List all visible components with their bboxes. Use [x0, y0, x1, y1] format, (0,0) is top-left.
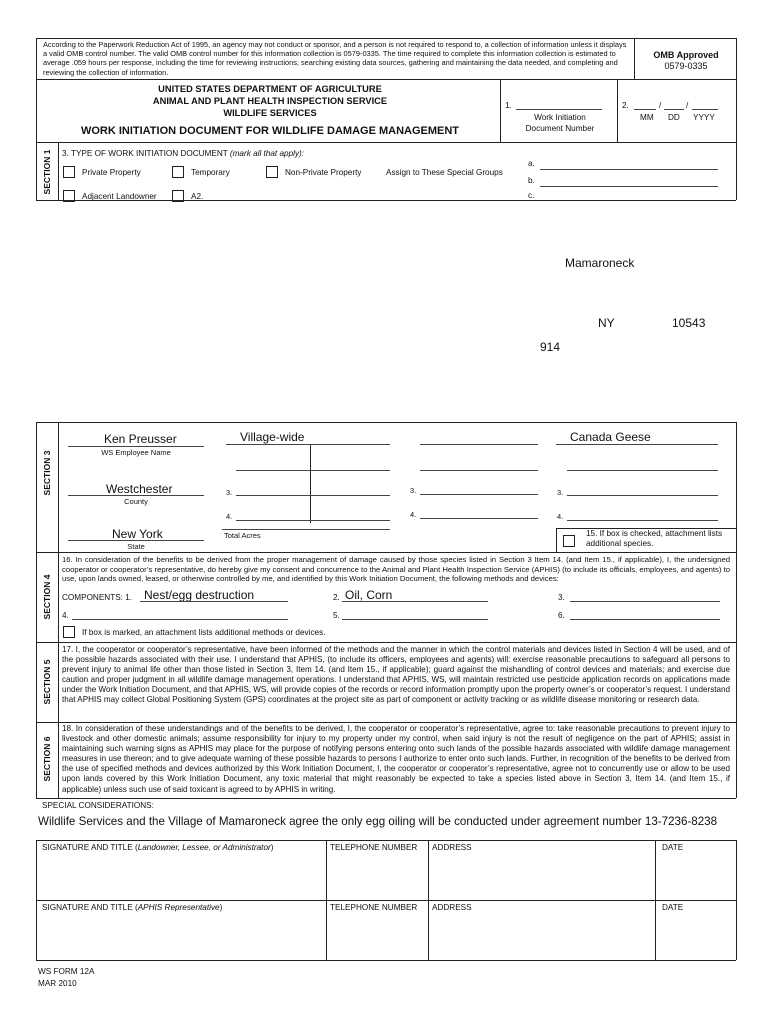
sig2-suffix: ): [219, 903, 223, 912]
form-title: WORK INITIATION DOCUMENT FOR WILDLIFE DAMAGE MANAGEMENT: [80, 125, 460, 137]
aphis-phone-label: TELEPHONE NUMBER: [330, 903, 418, 912]
form-number: WS FORM 12A: [38, 967, 95, 976]
section-1-label: SECTION 1: [42, 149, 52, 195]
adjacent-landowner-label: Adjacent Landowner: [82, 192, 157, 201]
state-value: NY: [598, 316, 615, 330]
row3-number-a: 3.: [226, 488, 233, 497]
special-considerations-value: Wildlife Services and the Village of Mamaroneck agree the only egg oiling will be conducted under agreement number 13-7236-8238: [38, 815, 718, 828]
county-label: County: [124, 497, 148, 506]
landowner-signature-field[interactable]: [42, 843, 322, 895]
landowner-address-label: ADDRESS: [432, 843, 472, 852]
components-label: COMPONENTS: 1.: [62, 593, 133, 602]
landowner-date-field[interactable]: [662, 843, 732, 895]
group-a-input[interactable]: [540, 169, 718, 170]
paperwork-notice: According to the Paperwork Reduction Act of 1995, an agency may not conduct or sponsor, and a person is not required to respond to, a collection of information unless it displays a valid OMB control number. The valid OMB control number for this information collection is 0579-0335. The time required to complete this information collection is estimated to average .059 hours per response, including the time for reviewing instructions, searching existing data sources, gathering and maintaining the data needed, and completing and reviewing the collection of information.: [43, 40, 627, 77]
special-groups-label: Assign to These Special Groups: [386, 168, 503, 177]
date-sep-1: /: [659, 101, 662, 110]
component-6-number: 6.: [558, 611, 565, 620]
property-input[interactable]: [226, 444, 390, 445]
species-input[interactable]: [556, 444, 718, 445]
area-code-value: 914: [540, 340, 561, 354]
service-name: ANIMAL AND PLANT HEALTH INSPECTION SERVICE: [152, 96, 388, 106]
row3-number-b: 3.: [410, 486, 417, 495]
component-5-number: 5.: [333, 611, 340, 620]
date-dd-input[interactable]: [664, 109, 684, 110]
date-dd-label: DD: [668, 113, 680, 122]
component-3-input[interactable]: [570, 601, 720, 602]
sig1-role: Landowner, Lessee, or Administrator: [137, 843, 271, 852]
aphis-date-label: DATE: [662, 903, 684, 912]
nonprivate-property-checkbox[interactable]: [266, 166, 278, 178]
sig2-prefix: SIGNATURE AND TITLE (: [42, 903, 138, 912]
q3-label: [62, 149, 304, 159]
zip-value: 10543: [672, 316, 706, 330]
component-6-input[interactable]: [570, 619, 720, 620]
state-county-value: New York: [112, 527, 163, 541]
landowner-date-label: DATE: [662, 843, 684, 852]
item16-text: 16. In consideration of the benefits to be derived from the proper management of damage caused by those species listed in Section 3 Item 14. (and Item 15., if applicable), I, the undersigned cooperator or cooperator’s representative, do hereby give my consent and concurrence to the Animal and Plant Health Inspection Service (APHIS) (to include its officials, employees, and agents) to use, upon lands owned, leased, or otherwise controlled by me, and identified by this Work Initiation Document, the following methods and devices:: [62, 555, 730, 584]
component-4-number: 4.: [62, 611, 69, 620]
component-1-input[interactable]: [140, 601, 288, 602]
group-a-label: a.: [528, 159, 535, 168]
sig1-suffix: ): [270, 843, 274, 852]
county-value: Westchester: [106, 482, 173, 496]
row3-number-c: 3.: [557, 488, 564, 497]
item17-text: 17. I, the cooperator or cooperator’s representative, have been informed of the methods and the manner in which the control materials and devices listed in Section 4 will be used, and of the possible hazards associated with their use. I understand that APHIS, (to include its officers, employees and agents) will: exercise reasonable precautions to safeguard all persons to prevent injury to animal life other than those listed in Section 3, Item 14. (and Item 15., if applicable); guard against the mishandling of control devices and materials; and exercise due caution and proper judgment in all wildlife damage management operations. I understand that APHIS, WS, will maintain restricted use pesticide application records on applications made under the Work Initiation Document, and that APHIS, WS, will provide copies of the records or record information promptly upon the property owner’s or cooperator’s request. I understand that APHIS may collect Global Positioning System (GPS) coordinates at the project site as part of component or activity tracking or as wildlife disease monitoring or research data.: [62, 645, 730, 705]
landowner-address-field[interactable]: [432, 843, 652, 895]
component-2-value: Oil, Corn: [345, 588, 393, 602]
section-3-label: SECTION 3: [42, 450, 52, 496]
field1-label-2: Document Number: [525, 124, 595, 133]
aphis-address-label: ADDRESS: [432, 903, 472, 912]
section-6-label: SECTION 6: [42, 736, 52, 782]
omb-number: 0579-0335: [664, 61, 708, 71]
ws-employee-value: Ken Preusser: [104, 432, 177, 446]
private-property-label: Private Property: [82, 168, 141, 177]
species-value: Canada Geese: [570, 430, 651, 444]
group-b-input[interactable]: [540, 186, 718, 187]
a2-label: A2.: [191, 192, 204, 201]
field2-number: 2.: [622, 101, 629, 110]
date-yyyy-input[interactable]: [692, 109, 718, 110]
date-mm-label: MM: [640, 113, 654, 122]
section-4-label: SECTION 4: [42, 574, 52, 620]
dept-name: UNITED STATES DEPARTMENT OF AGRICULTURE: [158, 84, 382, 94]
county-input[interactable]: [68, 495, 204, 496]
field1-label-1: Work Initiation: [534, 113, 586, 122]
aphis-address-field[interactable]: [432, 903, 652, 955]
group-c-label: c.: [528, 191, 535, 200]
property-value: Village-wide: [240, 430, 305, 444]
sig2-role: APHIS Representative: [137, 903, 220, 912]
work-initiation-number-input[interactable]: [516, 109, 602, 110]
special-considerations-label: SPECIAL CONSIDERATIONS:: [42, 801, 154, 810]
omb-approved-label: OMB Approved: [653, 50, 719, 60]
q3-label-note: (mark all that apply):: [229, 149, 305, 158]
form-date: MAR 2010: [38, 979, 77, 988]
aphis-date-field[interactable]: [662, 903, 732, 955]
landowner-phone-field[interactable]: [330, 843, 426, 895]
ws-employee-label: WS Employee Name: [101, 448, 171, 457]
component-2-number: 2.: [333, 593, 340, 602]
additional-methods-checkbox[interactable]: [63, 626, 75, 638]
temporary-checkbox[interactable]: [172, 166, 184, 178]
ws-employee-input[interactable]: [68, 446, 204, 447]
row4-number-a: 4.: [226, 512, 233, 521]
q3-label-text: 3. TYPE OF WORK INITIATION DOCUMENT: [62, 149, 228, 158]
component-2-input[interactable]: [342, 601, 488, 602]
date-mm-input[interactable]: [634, 109, 656, 110]
date-yyyy-label: YYYY: [693, 113, 715, 122]
item18-text: 18. In consideration of these understandings and of the benefits to be derived, I, the cooperator or cooperator’s representative, agree to: take reasonable precautions to prevent injury to livestock and other domestic animals; assume responsibility for injury to my property under my control, when said injury is not the result of negligence on the part of APHIS; assist in maintaining such warning signs as APHIS may place for the purpose of notifying persons entering onto such lands of the possible hazards associated with wildlife damage management measures in use thereon; and to give adequate warning of these possible hazards to persons I authorize to enter onto such lands. Further, in recognition of the benefits to be derived from the use of specified methods and devices authorized by this Work Initiation Document, I, the cooperator or cooperator’s representative, agree not to concurrently use or allow to be used upon lands covered by this Work Initiation Document, any toxic material that might reasonably be expected to take a species listed above in Section 3, Item 14. (and Item 15., if applicable) unless such use of said toxicant is agreed to by APHIS in writing.: [62, 724, 730, 794]
state-input[interactable]: [68, 540, 204, 541]
date-sep-2: /: [686, 101, 689, 110]
row4-number-c: 4.: [557, 512, 564, 521]
component-1-value: Nest/egg destruction: [144, 588, 255, 602]
private-property-checkbox[interactable]: [63, 166, 75, 178]
section-5-label: SECTION 5: [42, 659, 52, 705]
additional-species-checkbox[interactable]: [563, 535, 575, 547]
city-value: Mamaroneck: [565, 256, 635, 270]
row4-number-b: 4.: [410, 510, 417, 519]
aphis-phone-field[interactable]: [330, 903, 426, 955]
aphis-signature-field[interactable]: [42, 903, 322, 955]
landowner-phone-label: TELEPHONE NUMBER: [330, 843, 418, 852]
item15-label: 15. If box is checked, attachment lists additional species.: [586, 529, 723, 548]
component-3-number: 3.: [558, 593, 565, 602]
additional-methods-note: If box is marked, an attachment lists additional methods or devices.: [82, 628, 326, 637]
wildlife-services: WILDLIFE SERVICES: [223, 108, 317, 118]
component-5-input[interactable]: [342, 619, 488, 620]
total-acres-label: Total Acres: [224, 531, 261, 540]
group-b-label: b.: [528, 176, 535, 185]
nonprivate-property-label: Non-Private Property: [285, 168, 362, 177]
component-4-input[interactable]: [72, 619, 288, 620]
sig1-prefix: SIGNATURE AND TITLE (: [42, 843, 138, 852]
state-label: State: [127, 542, 145, 551]
field1-number: 1.: [505, 101, 512, 110]
temporary-label: Temporary: [191, 168, 230, 177]
